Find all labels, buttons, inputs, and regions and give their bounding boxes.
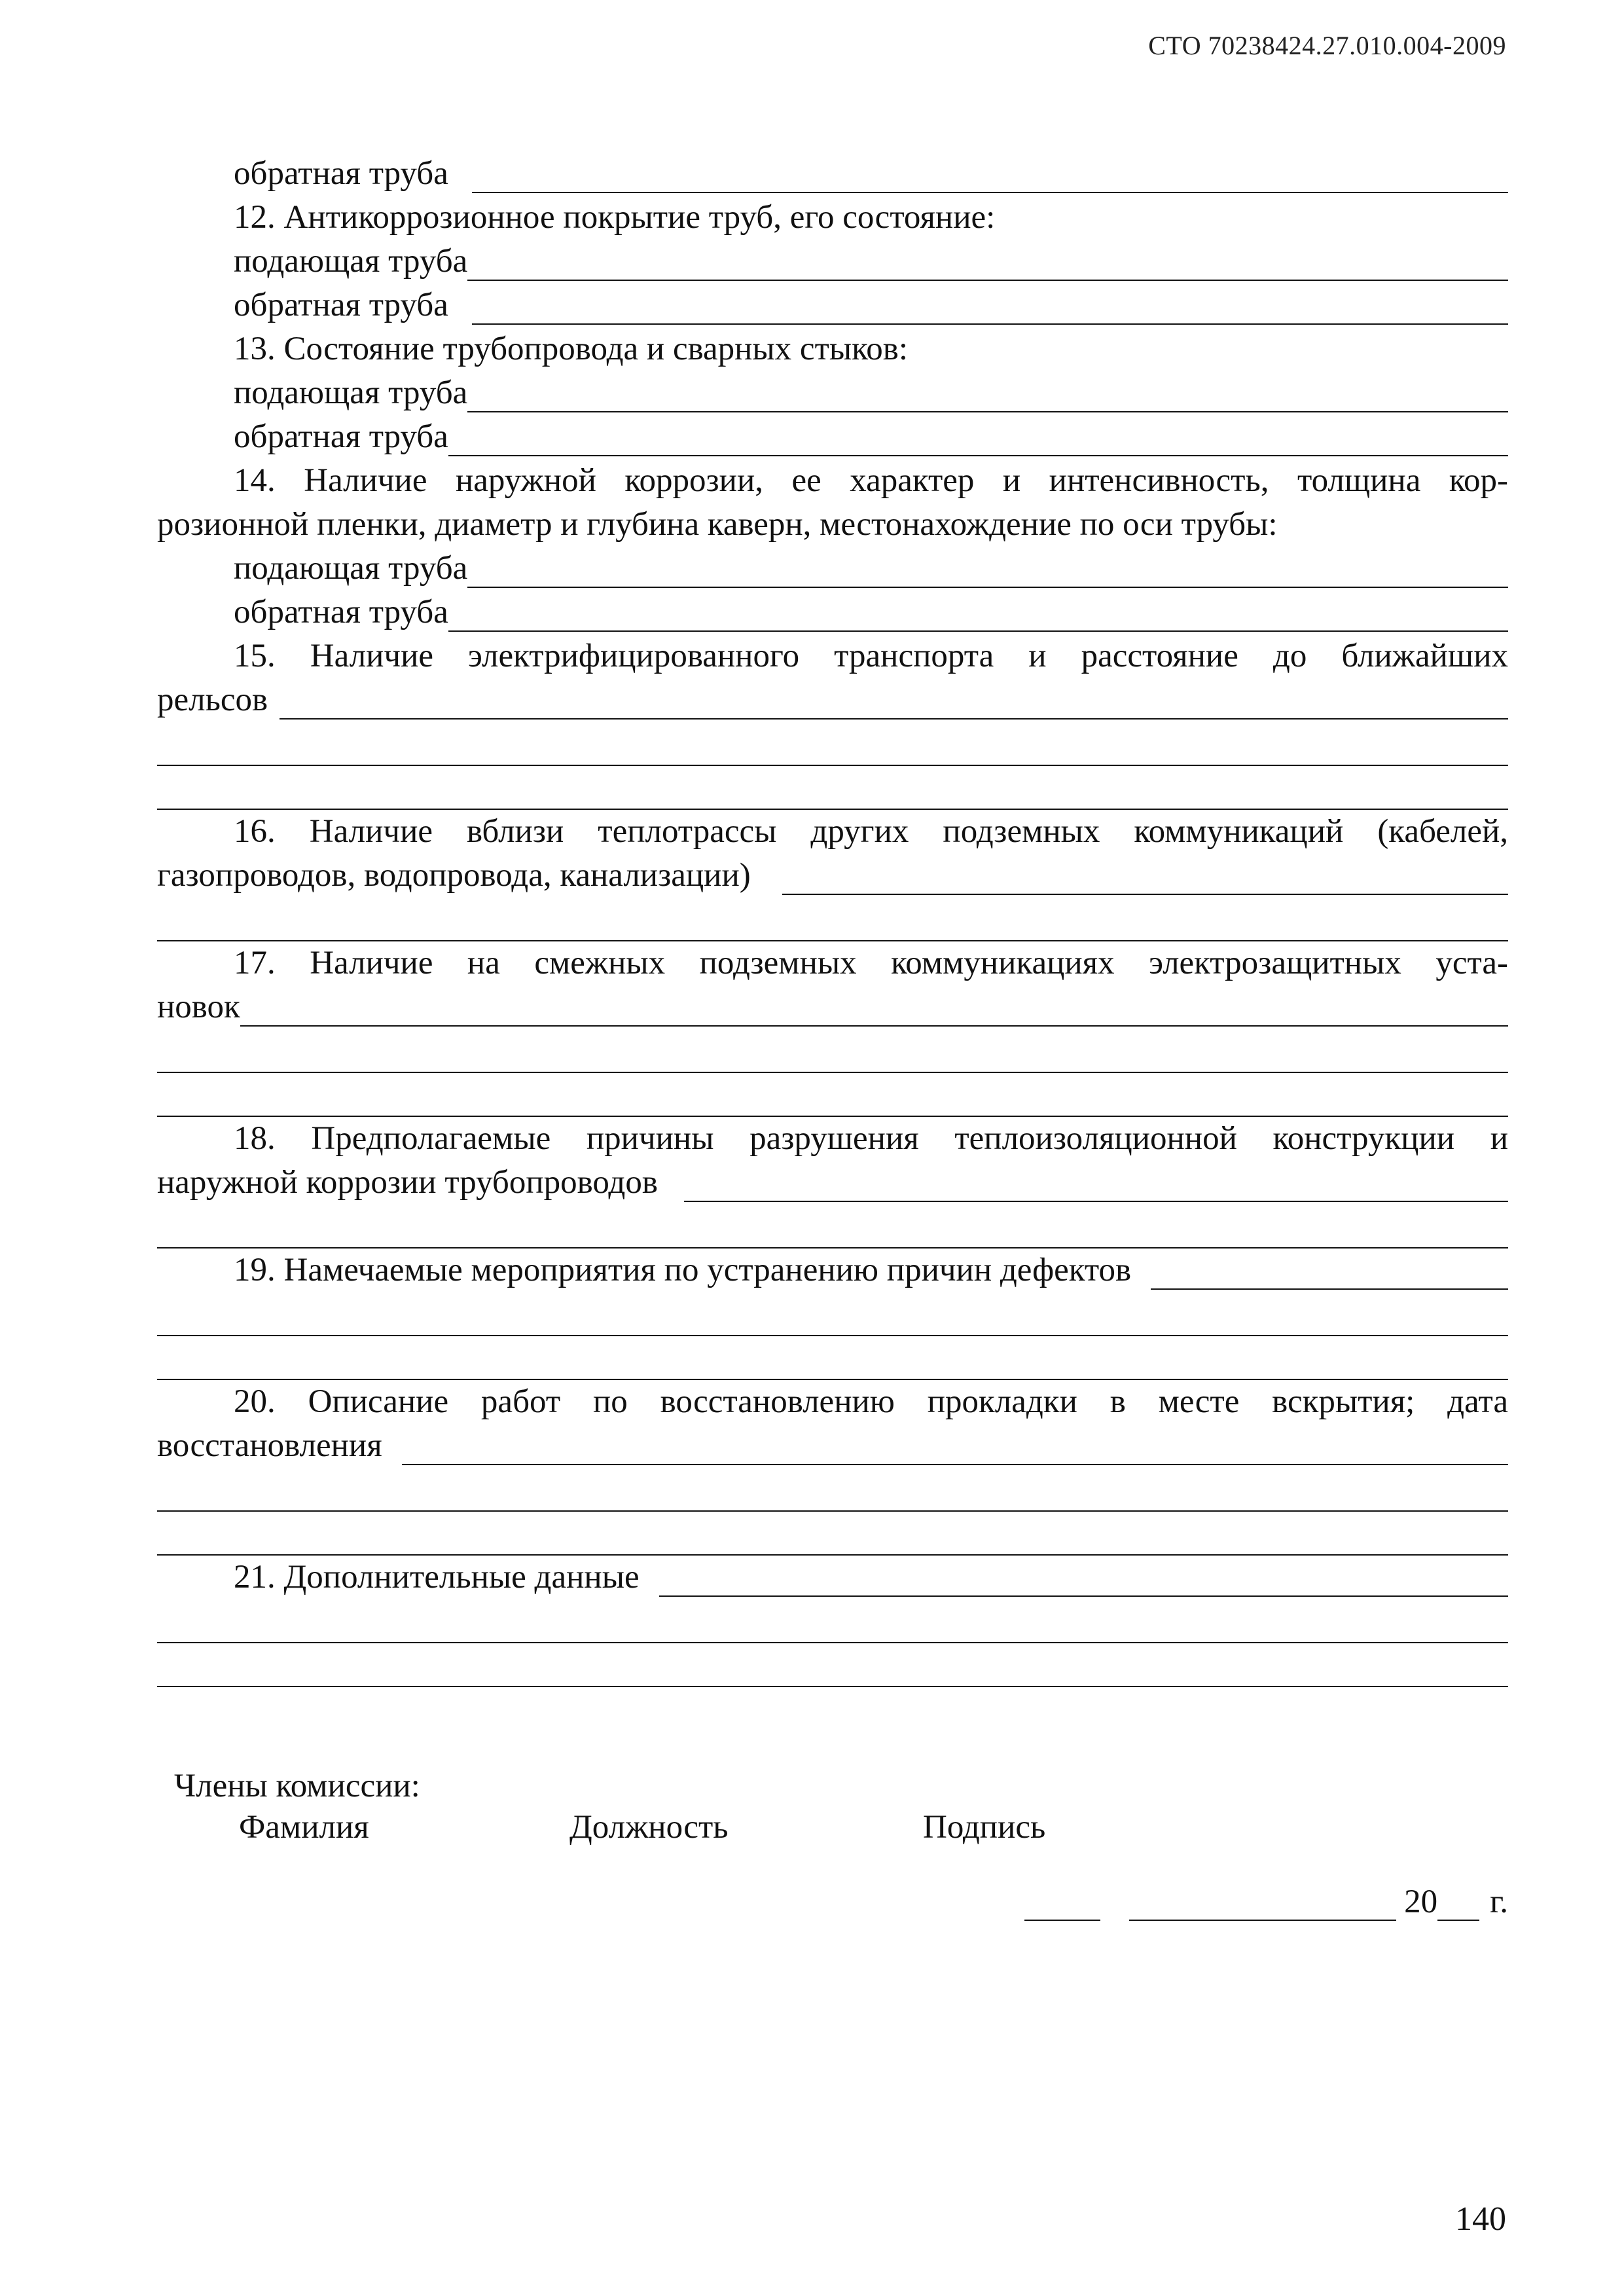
return-pipe-11-row (157, 152, 1508, 196)
return-pipe-12-row (157, 283, 1508, 327)
planned-measures-field[interactable] (1151, 1250, 1508, 1290)
return-pipe-label: обратная труба (234, 287, 448, 323)
return-pipe-14-field[interactable] (448, 592, 1508, 632)
page-number: 140 (1455, 2200, 1506, 2238)
date-line (1024, 1883, 1508, 1921)
item-17-line1: 17. Наличие на смежных подземных коммуникациях электрозащитных уста- (234, 945, 1508, 981)
item-14-line1: 14. Наличие наружной коррозии, ее характер и интенсивность, толщина кор- (234, 462, 1508, 499)
return-pipe-11-field[interactable] (472, 154, 1508, 193)
supply-pipe-label: подающая труба (234, 243, 468, 280)
supply-pipe-label: подающая труба (234, 374, 468, 411)
other-utilities-field[interactable] (782, 856, 1508, 895)
item-15-line1: 15. Наличие электрифицированного транспорта и расстояние до ближайших (234, 638, 1508, 674)
year-suffix: г. (1490, 1884, 1508, 1920)
item-19-blank-line[interactable] (157, 1292, 1508, 1336)
item-21-row: 21. Дополнительные данные (157, 1556, 1508, 1599)
item-16-blank-line[interactable] (157, 898, 1508, 941)
month-field[interactable] (1129, 1887, 1396, 1921)
year-field[interactable] (1437, 1887, 1479, 1921)
supply-pipe-13-field[interactable] (467, 373, 1508, 412)
item-18-line1: 18. Предполагаемые причины разрушения теплоизоляционной конструкции и (234, 1120, 1508, 1157)
item-20-blank-line[interactable] (157, 1512, 1508, 1556)
item-15-line2: рельсов (157, 678, 1508, 722)
item-13-heading: 13. Состояние трубопровода и сварных стыков: (234, 331, 909, 367)
item-12-heading: 12. Антикоррозионное покрытие труб, его состояние: (234, 199, 996, 236)
supply-pipe-12-row (157, 240, 1508, 283)
item-16-line2: газопроводов, водопровода, канализации) (157, 854, 1508, 898)
signature-column-header: Подпись (923, 1809, 1046, 1846)
item-20-line1: 20. Описание работ по восстановлению прокладки в месте вскрытия; дата (234, 1383, 1508, 1420)
restoration-field[interactable] (402, 1426, 1508, 1465)
item-19-row: 19. Намечаемые мероприятия по устранению причин дефектов (157, 1248, 1508, 1292)
year-prefix: 20 (1404, 1884, 1438, 1920)
form-body (157, 152, 1508, 1687)
return-pipe-13-field[interactable] (448, 417, 1508, 456)
item-20-blank-line[interactable] (157, 1468, 1508, 1512)
surname-column-header: Фамилия (239, 1809, 369, 1846)
item-21-blank-line[interactable] (157, 1643, 1508, 1687)
item-21-blank-line[interactable] (157, 1599, 1508, 1643)
position-column-header: Должность (569, 1809, 729, 1846)
supply-pipe-14-field[interactable] (467, 549, 1508, 588)
supply-pipe-14-row (157, 547, 1508, 591)
rails-distance-field[interactable] (280, 680, 1508, 720)
item-20-line2: восстановления (157, 1424, 1508, 1468)
day-field[interactable] (1024, 1887, 1100, 1921)
additional-data-field[interactable] (659, 1558, 1508, 1597)
electroprotection-field[interactable] (240, 987, 1508, 1027)
return-pipe-14-row (157, 591, 1508, 634)
return-pipe-13-row (157, 415, 1508, 459)
supply-pipe-label: подающая труба (234, 550, 468, 587)
return-pipe-label: обратная труба (234, 155, 448, 192)
supply-pipe-12-field[interactable] (467, 242, 1508, 281)
item-18-blank-line[interactable] (157, 1205, 1508, 1248)
destruction-causes-field[interactable] (684, 1163, 1508, 1202)
item-18-line2: наружной коррозии трубопроводов (157, 1161, 1508, 1205)
item-16-line1: 16. Наличие вблизи теплотрассы других подземных коммуникаций (кабелей, (234, 813, 1508, 850)
item-17-line2: новок (157, 985, 1508, 1029)
item-15-blank-line[interactable] (157, 766, 1508, 810)
supply-pipe-13-row (157, 371, 1508, 415)
item-19-blank-line[interactable] (157, 1336, 1508, 1380)
item-14-line2: розионной пленки, диаметр и глубина каверн, местонахождение по оси трубы: (157, 506, 1278, 543)
return-pipe-label: обратная труба (234, 418, 448, 455)
commission-label: Члены комиссии: (174, 1768, 420, 1804)
return-pipe-12-field[interactable] (472, 285, 1508, 325)
item-15-blank-line[interactable] (157, 722, 1508, 766)
item-17-blank-line[interactable] (157, 1029, 1508, 1073)
return-pipe-label: обратная труба (234, 594, 448, 630)
document-code: СТО 70238424.27.010.004-2009 (1148, 31, 1506, 60)
item-17-blank-line[interactable] (157, 1073, 1508, 1117)
